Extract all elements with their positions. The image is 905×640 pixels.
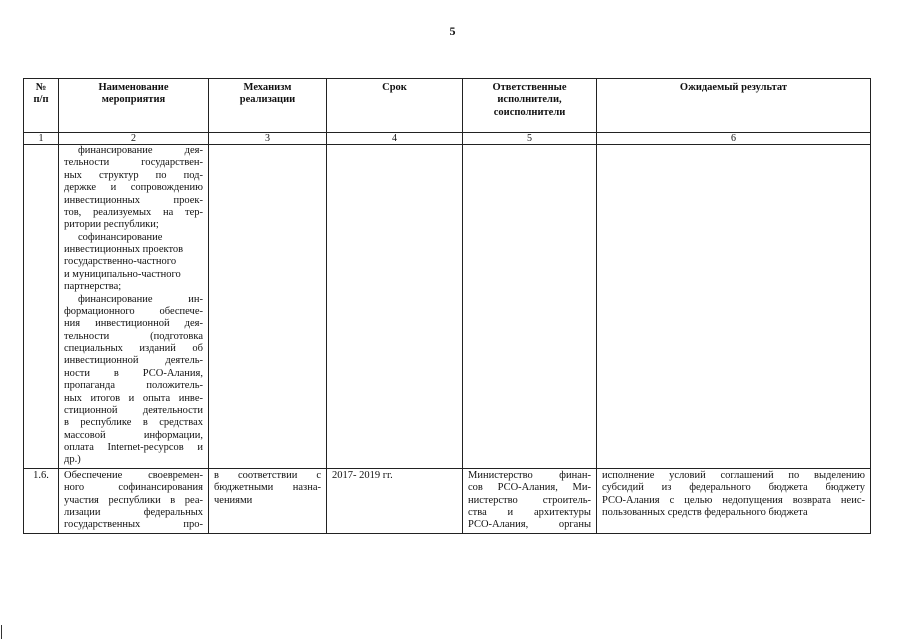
text-line: ных итогов и опыта инве-: [64, 392, 203, 404]
text-line: РСО-Алания, органы: [468, 519, 591, 531]
text-line: инвестиционной деятель-: [64, 355, 203, 367]
text-line: государственных про-: [64, 519, 203, 531]
text-line: и муниципально-частного: [64, 268, 181, 280]
text-line: чениями: [214, 494, 253, 506]
header-executors: [463, 79, 597, 133]
text-line: государственно-частного: [64, 256, 177, 268]
result-cell: [597, 468, 871, 533]
text-line: инвестиционных проек-: [64, 194, 203, 206]
column-number: 6: [597, 133, 871, 145]
header-number: [24, 79, 59, 133]
text-line: партнерства;: [64, 281, 122, 293]
text-line: оплата Internet-ресурсов и: [64, 442, 203, 453]
header-name-text: Наименование мероприятия: [98, 82, 169, 106]
page-number: 5: [449, 24, 456, 38]
text-line: стиционной деятельности: [64, 404, 203, 416]
text-line: инвестиционных проектов: [64, 244, 184, 255]
text-line: финансирование ин-: [78, 293, 203, 305]
text-line: финансирование дея-: [78, 145, 203, 156]
text-line: др.): [64, 454, 81, 466]
header-mechanism: [209, 79, 327, 133]
text-line: формационного обеспече-: [64, 305, 203, 317]
text-line: сов РСО-Алания, Ми-: [468, 482, 591, 494]
text-line: РСО-Алания с целью недопущения возврата неис-: [602, 494, 865, 506]
column-number: 1: [24, 133, 59, 145]
header-name: [59, 79, 209, 133]
text-line: субсидий из федерального бюджета бюджету: [602, 482, 865, 494]
text-line: ного софинансирования: [64, 482, 203, 494]
term-text: 2017- 2019 гг.: [332, 469, 393, 481]
header-term: [327, 79, 463, 133]
column-number: 2: [59, 133, 209, 145]
text-line: ности в РСО-Алания,: [64, 367, 203, 379]
text-line: пользованных средств федерального бюджета: [602, 506, 808, 518]
header-number-text: № п/п: [33, 82, 49, 106]
mechanism-cell: [209, 468, 327, 533]
text-line: массовой информации,: [64, 429, 203, 441]
text-line: в республике в средствах: [64, 417, 203, 429]
text-line: в соответствии с: [214, 469, 321, 481]
table-row-continuation: [24, 145, 871, 469]
text-line: лизации федеральных: [64, 506, 203, 518]
text-line: исполнение условий соглашений по выделению: [602, 469, 865, 481]
column-number: 4: [327, 133, 463, 145]
text-line: Министерство финан-: [468, 469, 591, 481]
text-line: специальных изданий об: [64, 343, 203, 354]
result-cell: [597, 145, 871, 469]
column-number: 5: [463, 133, 597, 145]
row-number-cell: [24, 145, 59, 469]
term-cell: [327, 145, 463, 469]
table-row-1-6: [24, 468, 871, 533]
activity-name-cell: [59, 145, 209, 469]
header-row: [24, 79, 871, 133]
row-number: 1.6.: [33, 469, 49, 481]
text-line: Обеспечение своевремен-: [64, 469, 203, 481]
column-number-row: [24, 133, 871, 145]
executors-cell: [463, 468, 597, 533]
text-line: бюджетными назна-: [214, 482, 321, 494]
text-line: ных структур по под-: [64, 169, 203, 181]
term-cell: [327, 468, 463, 533]
activity-name-cell: [59, 468, 209, 533]
text-line: тельности государствен-: [64, 157, 203, 169]
header-mechanism-text: Механизм реализации: [239, 82, 296, 106]
text-line: ритории республики;: [64, 219, 159, 231]
text-line: тов, реализуемых на тер-: [64, 206, 203, 218]
text-line: ства и архитектуры: [468, 506, 591, 518]
text-line: тельности (подготовка: [64, 330, 203, 342]
row-number-cell: [24, 468, 59, 533]
header-executors-text: Ответственные исполнители, соисполнители: [492, 82, 567, 118]
text-line: участия республики в реа-: [64, 494, 203, 506]
text-line: пропаганда положитель-: [64, 380, 203, 392]
scan-edge-mark: [1, 625, 2, 639]
text-line: софинансирование: [78, 231, 163, 243]
column-number: 3: [209, 133, 327, 145]
header-term-text: Срок: [382, 82, 407, 93]
header-result-text: Ожидаемый результат: [679, 82, 788, 93]
header-result: [597, 79, 871, 133]
text-line: ния инвестиционной дея-: [64, 318, 203, 330]
executors-cell: [463, 145, 597, 469]
mechanism-cell: [209, 145, 327, 469]
text-line: держке и сопровождению: [64, 182, 203, 194]
activities-table: [23, 78, 871, 534]
text-line: нистерство строитель-: [468, 494, 591, 506]
